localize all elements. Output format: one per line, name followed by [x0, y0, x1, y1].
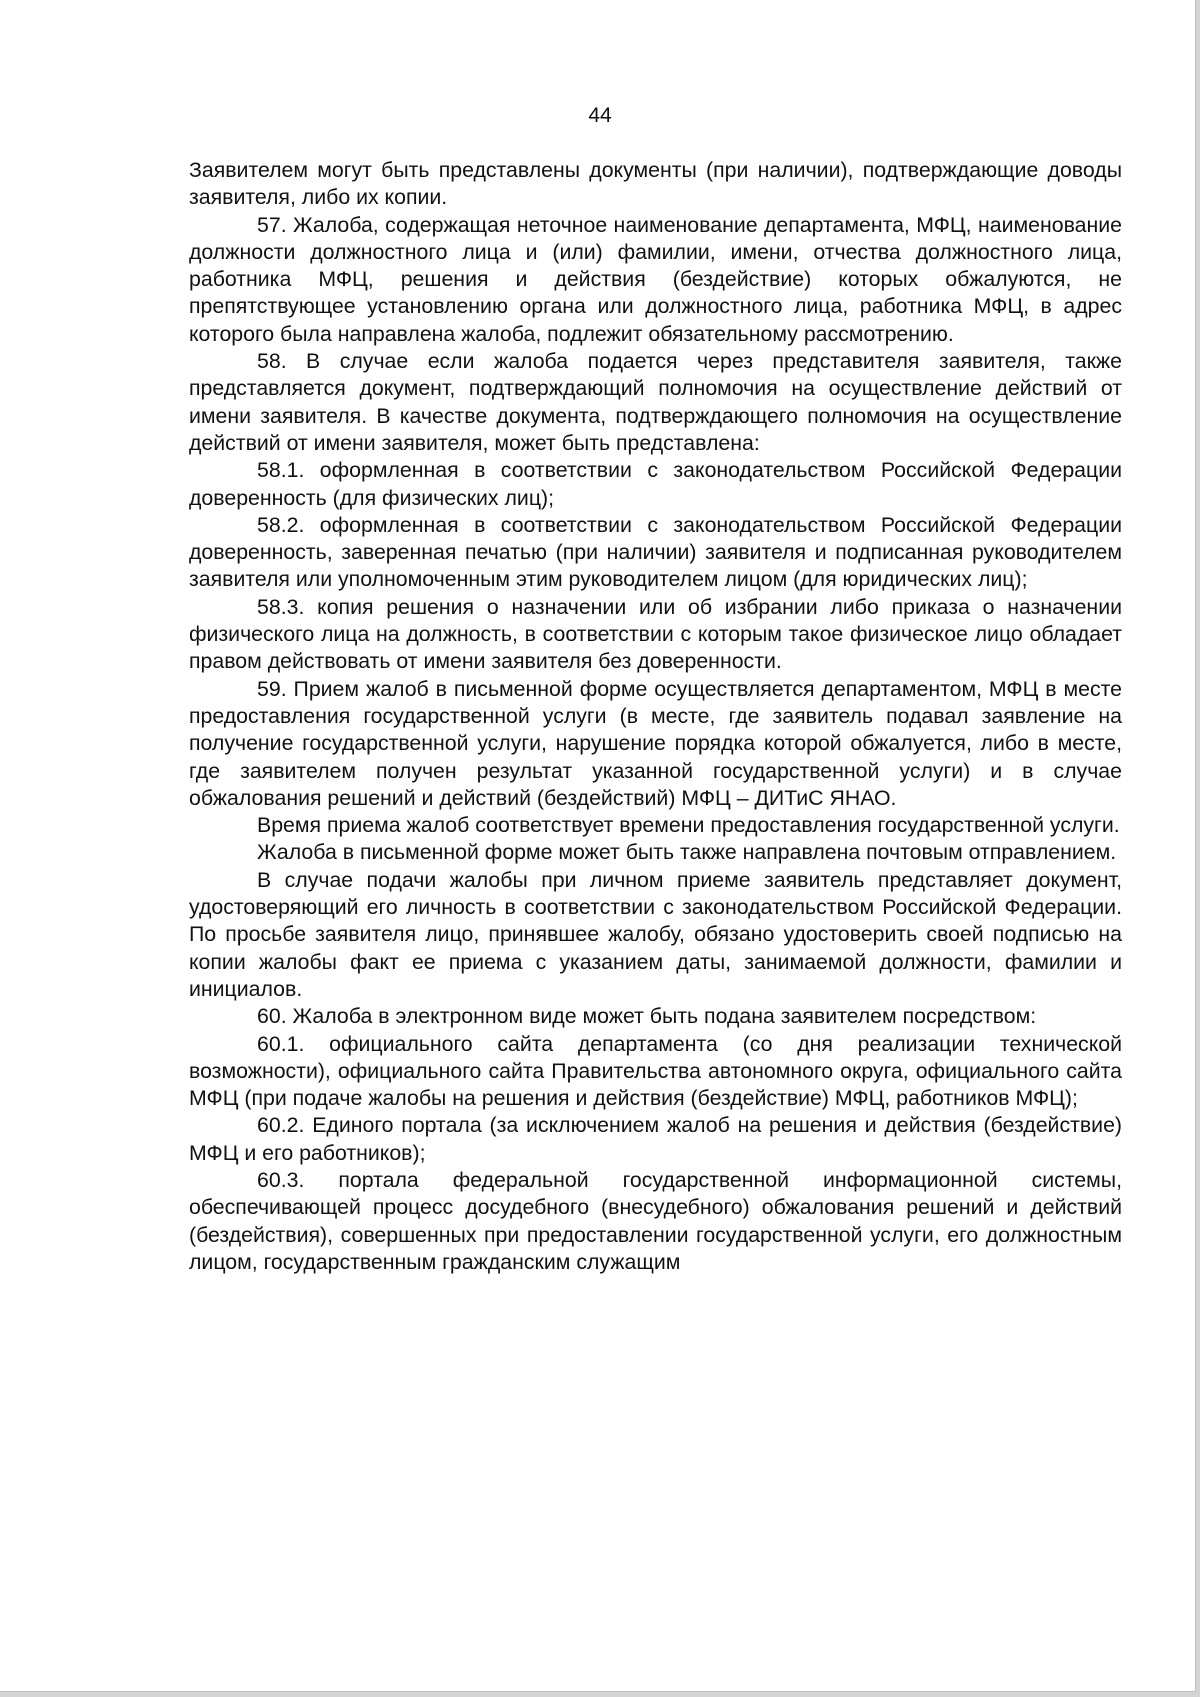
paragraph-60-3: 60.3. портала федеральной государственной информационной системы, обеспечивающей процесс досудебного (внесудебного) обжалования решений и действий (бездействия), совершенных при предоставлении государственной услуги, его должностным лицом, государственным гражданским служащим — [189, 1167, 1122, 1274]
paragraph-reception-time: Время приема жалоб соответствует времени предоставления государственной услуги. — [257, 813, 1120, 838]
paragraph-60-1: 60.1. официального сайта департамента (со дня реализации технической возможности), официального сайта Правительства автономного округа, официального сайта МФЦ (при подаче жалобы на решения и действия (бездействие) МФЦ, работников МФЦ); — [189, 1031, 1122, 1111]
paragraph-continuation: Заявителем могут быть представлены документы (при наличии), подтверждающие доводы заявителя, либо их копии. — [189, 158, 1122, 210]
page-number: 44 — [588, 104, 612, 127]
paragraph-57: 57. Жалоба, содержащая неточное наименование департамента, МФЦ, наименование должности должностного лица и (или) фамилии, имени, отчества должностного лица, работника МФЦ, решения и действия (бездействие) которых обжалуются, не препятствующее установлению органа или должностного лица, работника МФЦ, в адрес которого была направлена жалоба, подлежит обязательному рассмотрению. — [189, 212, 1122, 346]
paragraph-60-2: 60.2. Единого портала (за исключением жалоб на решения и действия (бездействие) МФЦ и его работников); — [189, 1113, 1122, 1165]
paragraph-58: 58. В случае если жалоба подается через представителя заявителя, также представляется документ, подтверждающий полномочия на осуществление действий от имени заявителя. В качестве документа, подтверждающего полномочия на осуществление действий от имени заявителя, может быть представлена: — [189, 349, 1122, 455]
paragraph-60: 60. Жалоба в электронном виде может быть подана заявителем посредством: — [257, 1004, 1037, 1029]
body-text — [189, 157, 1122, 1276]
paragraph-58-1: 58.1. оформленная в соответствии с законодательством Российской Федерации доверенность (для физических лиц); — [189, 458, 1122, 510]
paragraph-postal: Жалоба в письменной форме может быть также направлена почтовым отправлением. — [257, 840, 1117, 865]
paragraph-personal-reception: В случае подачи жалобы при личном приеме заявитель представляет документ, удостоверяющий его личность в соответствии с законодательством Российской Федерации. По просьбе заявителя лицо, принявшее жалобу, обязано удостоверить своей подписью на копии жалобы факт ее приема с указанием даты, занимаемой должности, фамилии и инициалов. — [189, 867, 1122, 1001]
paragraph-59: 59. Прием жалоб в письменной форме осуществляется департаментом, МФЦ в месте предоставления государственной услуги (в месте, где заявитель подавал заявление на получение государственной услуги, нарушение порядка которой обжалуется, либо в месте, где заявителем получен результат указанной государственной услуги) и в случае обжалования решений и действий (бездействий) МФЦ – ДИТиС ЯНАО. — [189, 676, 1122, 810]
paragraph-58-2: 58.2. оформленная в соответствии с законодательством Российской Федерации доверенность, заверенная печатью (при наличии) заявителя и подписанная руководителем заявителя или уполномоченным этим руководителем лицом (для юридических лиц); — [189, 512, 1122, 592]
paragraph-58-3: 58.3. копия решения о назначении или об избрании либо приказа о назначении физического лица на должность, в соответствии с которым такое физическое лицо обладает правом действовать от имени заявителя без доверенности. — [189, 594, 1122, 674]
